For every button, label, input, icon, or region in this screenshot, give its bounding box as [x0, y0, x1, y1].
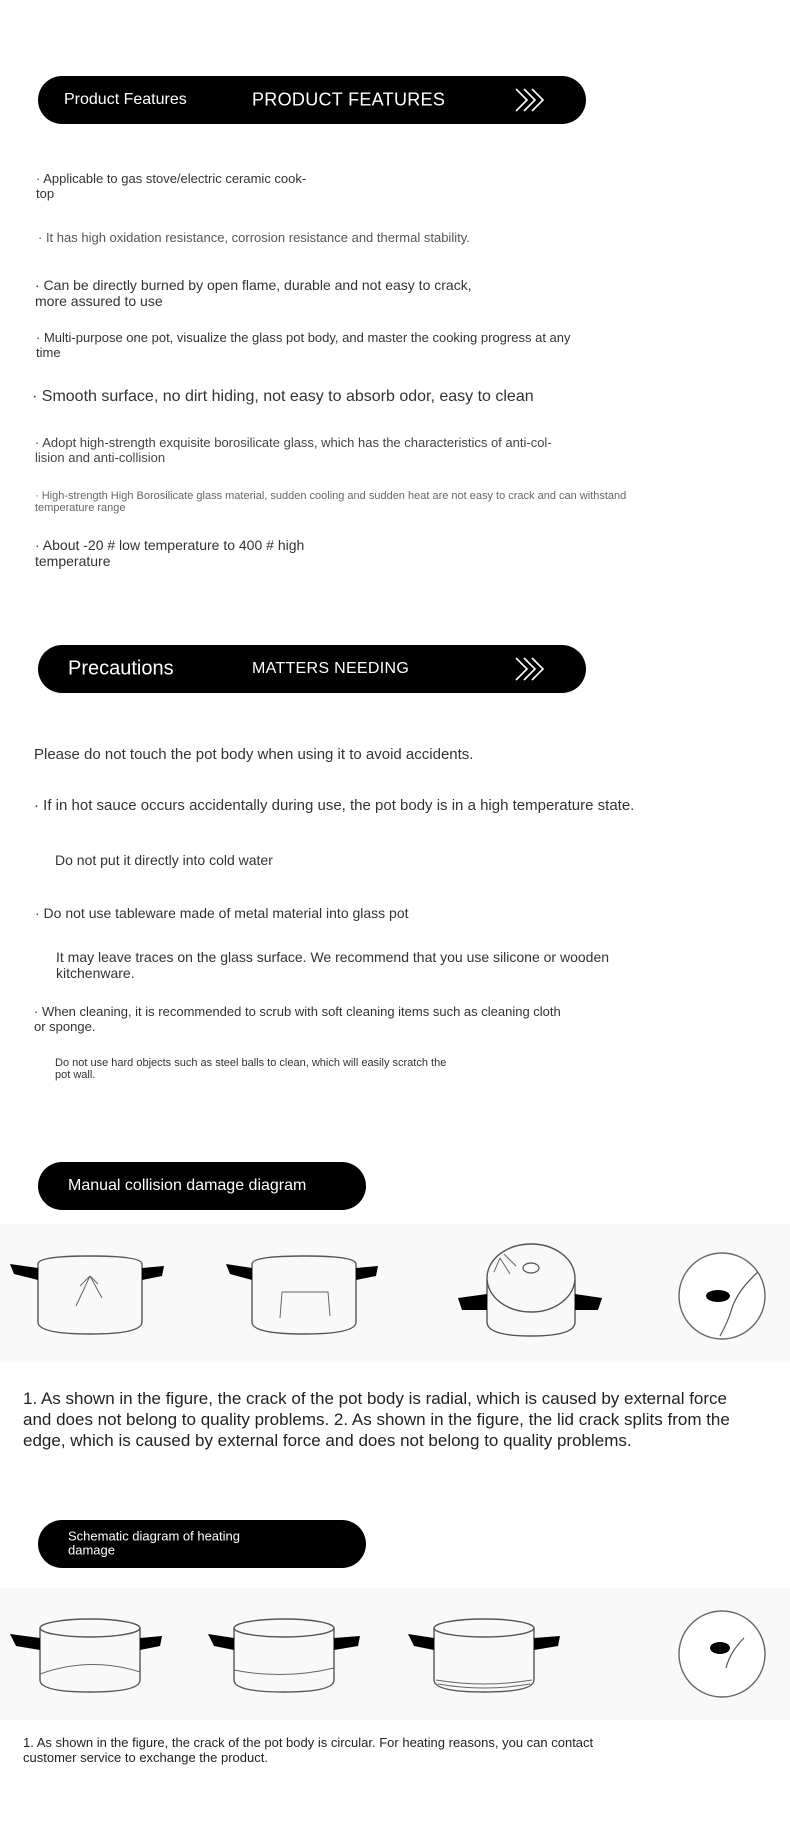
collision-damage-banner [38, 1162, 366, 1210]
feature-item-7: · High-strength High Borosilicate glass material, sudden cooling and sudden heat are not easy to crack and can withstand temperature range [35, 490, 627, 515]
pot-circular-crack-diagram-2 [206, 1616, 362, 1696]
triple-chevron-right-icon [514, 87, 550, 113]
pot-edge-crack-diagram [222, 1252, 382, 1340]
lid-crack-detail-icon [676, 1250, 768, 1342]
feature-item-6: · Adopt high-strength exquisite borosilicate glass, which has the characteristics of anti-col- lision and anti-collision [35, 435, 552, 465]
collision-damage-title: Manual collision damage diagram [68, 1177, 307, 1194]
feature-item-3: · Can be directly burned by open flame, durable and not easy to crack, more assured to use [35, 277, 472, 309]
collision-description: 1. As shown in the figure, the crack of the pot body is radial, which is caused by external force and does not belong to quality problems. 2. As shown in the figure, the lid crack splits from the edge, which is caused by external force and does not belong to quality problems. [23, 1389, 730, 1451]
heating-crack-detail-icon [676, 1608, 768, 1700]
pot-circular-crack-diagram-3 [406, 1616, 562, 1696]
heating-description: 1. As shown in the figure, the crack of the pot body is circular. For heating reasons, you can contact customer service to exchange the product. [23, 1735, 594, 1765]
heating-damage-banner [38, 1520, 366, 1568]
precaution-item-1: Please do not touch the pot body when using it to avoid accidents. [34, 746, 474, 763]
feature-item-4: · Multi-purpose one pot, visualize the glass pot body, and master the cooking progress at any time [36, 330, 571, 360]
lid-crack-diagram [456, 1240, 606, 1346]
pot-radial-crack-diagram [6, 1252, 162, 1340]
precaution-item-3: Do not put it directly into cold water [55, 852, 273, 868]
product-features-english-title: PRODUCT FEATURES [252, 89, 446, 110]
feature-item-8: · About -20 # low temperature to 400 # high temperature [35, 537, 305, 569]
precaution-item-6: · When cleaning, it is recommended to scrub with soft cleaning items such as cleaning cloth or sponge. [34, 1004, 561, 1034]
precaution-item-5: It may leave traces on the glass surface. We recommend that you use silicone or wooden kitchenware. [56, 949, 610, 981]
heating-diagram-strip [0, 1588, 790, 1720]
precaution-item-4: · Do not use tableware made of metal material into glass pot [35, 905, 409, 921]
pot-circular-crack-diagram-1 [6, 1616, 162, 1696]
product-features-banner [38, 76, 586, 124]
triple-chevron-right-icon [514, 656, 550, 682]
precautions-title: Precautions [68, 657, 174, 680]
feature-item-5: · Smooth surface, no dirt hiding, not easy to absorb odor, easy to clean [32, 388, 534, 405]
feature-item-2: · It has high oxidation resistance, corrosion resistance and thermal stability. [38, 230, 470, 245]
collision-diagram-strip [0, 1224, 790, 1362]
precaution-item-2: · If in hot sauce occurs accidentally during use, the pot body is in a high temperature state. [34, 797, 635, 814]
feature-item-1: · Applicable to gas stove/electric ceramic cook- top [36, 171, 307, 201]
precaution-item-7: Do not use hard objects such as steel balls to clean, which will easily scratch the pot wall. [55, 1057, 447, 1082]
precautions-banner [38, 645, 586, 693]
product-features-title: Product Features [64, 91, 187, 108]
heating-damage-title: Schematic diagram of heating damage [68, 1528, 240, 1558]
precautions-english-title: MATTERS NEEDING [252, 660, 410, 677]
